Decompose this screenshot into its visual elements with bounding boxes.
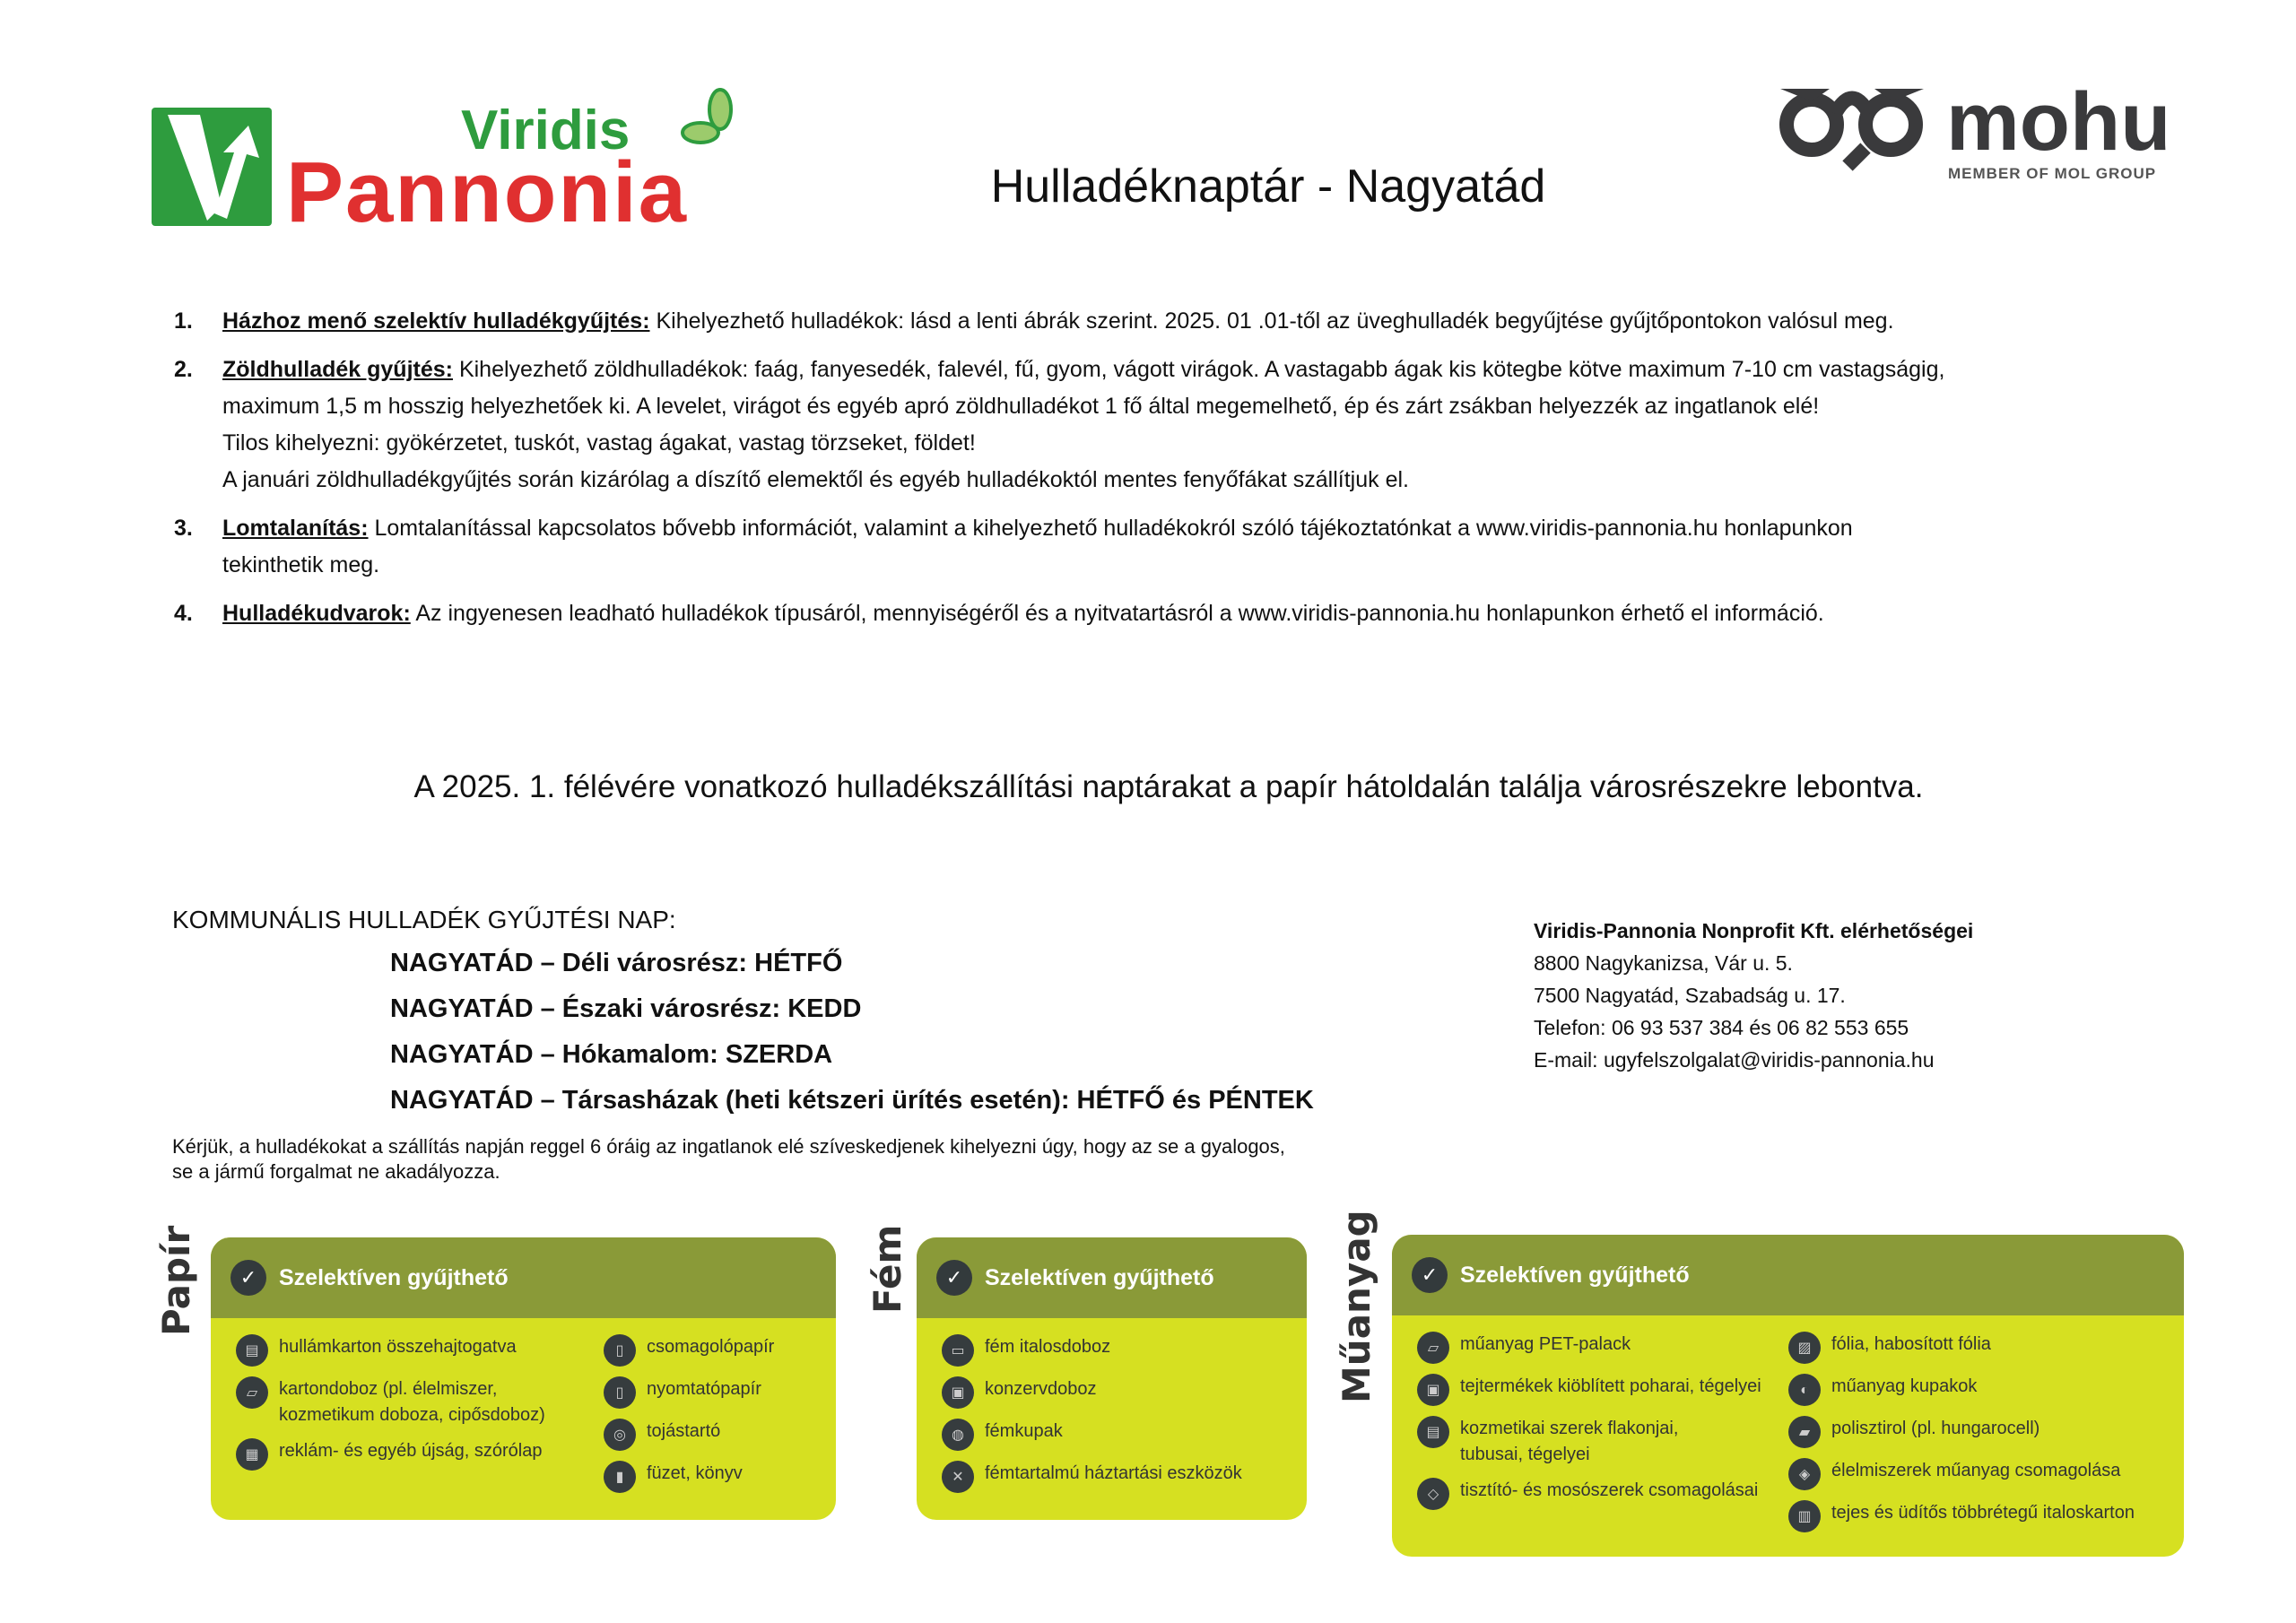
item-label: műanyag PET-palack xyxy=(1460,1334,1631,1354)
collection-day: NAGYATÁD – Északi városrész: KEDD xyxy=(390,994,862,1023)
collection-day: NAGYATÁD – Hókamalom: SZERDA xyxy=(390,1040,833,1069)
box-header: Szelektíven gyűjthető xyxy=(1460,1262,1690,1288)
list-text: Tilos kihelyezni: gyökérzetet, tuskót, vastag ágakat, vastag törzseket, földet! xyxy=(222,430,976,456)
muanyag-box xyxy=(1392,1235,2184,1557)
list-heading: Hulladékudvarok: xyxy=(222,601,411,626)
bottle-icon: ▱ xyxy=(1417,1332,1449,1364)
viridis-pannonia-logo xyxy=(152,88,735,240)
list-text: maximum 1,5 m hosszig helyezhetőek ki. A levelet, virágot és egyéb apró zöldhulladékot 1 fő által megemelhető, ép és zárt zsákban helyezzék az ingatlanok elé! xyxy=(222,394,1820,419)
list-text: tekinthetik meg. xyxy=(222,552,380,577)
list-text: A januári zöldhulladékgyűjtés során kizárólag a díszítő elemektől és egyéb hulladékoktól mentes fenyőfákat szállítjuk el. xyxy=(222,467,1409,492)
fem-box xyxy=(917,1237,1307,1520)
contact-line: 7500 Nagyatád, Szabadság u. 17. xyxy=(1534,984,1846,1007)
box-header: Szelektíven gyűjthető xyxy=(985,1264,1214,1290)
list-item xyxy=(174,303,2237,340)
list-item xyxy=(174,352,2237,499)
tin-icon: ▣ xyxy=(942,1376,974,1409)
papir-label: Papír xyxy=(154,1225,198,1336)
logo-pannonia-text: Pannonia xyxy=(286,144,689,240)
detergent-icon: ◇ xyxy=(1417,1478,1449,1510)
item-label: csomagolópapír xyxy=(647,1337,775,1357)
newspaper-icon: ▦ xyxy=(236,1438,268,1471)
polystyrene-icon: ▰ xyxy=(1788,1416,1821,1448)
can-icon: ▭ xyxy=(942,1334,974,1367)
collection-day-title: KOMMUNÁLIS HULLADÉK GYŰJTÉSI NAP: xyxy=(172,906,676,933)
cardboard-icon: ▤ xyxy=(236,1334,268,1367)
item-label: hullámkarton összehajtogatva xyxy=(279,1337,517,1357)
box-icon: ▱ xyxy=(236,1376,268,1409)
v-arrow-icon xyxy=(152,108,272,226)
egg-carton-icon: ◎ xyxy=(604,1419,636,1451)
plastic-cap-icon: ◐ xyxy=(1788,1374,1821,1406)
calendar-notice: A 2025. 1. félévére vonatkozó hulladékszállítási naptárakat a papír hátoldalán találja városrészekre lebontva. xyxy=(413,769,1924,804)
mohu-wordmark: mohu xyxy=(1946,76,2171,168)
carton-icon: ▥ xyxy=(1788,1500,1821,1532)
item-label: fémkupak xyxy=(985,1421,1063,1441)
item-label: reklám- és egyéb újság, szórólap xyxy=(279,1441,543,1461)
list-text: Lomtalanítással kapcsolatos bővebb információt, valamint a kihelyezhető hulladékokról szóló tájékoztatónkat a www.viridis-pannonia.hu honlapunkon xyxy=(374,516,1853,541)
list-number: 2. xyxy=(174,357,193,382)
mohu-owl-icon xyxy=(1776,87,1928,172)
item-label: fémtartalmú háztartási eszközök xyxy=(985,1463,1242,1483)
butterfly-icon xyxy=(681,88,740,155)
fem-label: Fém xyxy=(865,1224,909,1314)
item-label: kartondoboz (pl. élelmiszer, kozmetikum doboza, cipősdoboz) xyxy=(279,1379,545,1425)
book-icon: ▮ xyxy=(604,1461,636,1493)
item-label: élelmiszerek műanyag csomagolása xyxy=(1831,1461,2121,1480)
list-heading: Házhoz menő szelektív hulladékgyűjtés: xyxy=(222,308,650,334)
cup-icon: ▣ xyxy=(1417,1374,1449,1406)
check-icon: ✓ xyxy=(936,1260,972,1296)
item-label: polisztirol (pl. hungarocell) xyxy=(1831,1419,2040,1438)
item-label: tojástartó xyxy=(647,1421,721,1441)
wrapping-paper-icon: ▯ xyxy=(604,1334,636,1367)
papir-box xyxy=(211,1237,836,1520)
item-label: műanyag kupakok xyxy=(1831,1376,1978,1396)
list-text: Az ingyenesen leadható hulladékok típusáról, mennyiségéről és a nyitvatartásról a www.viridis-pannonia.hu honlapunkon érhető el információ. xyxy=(415,601,1824,626)
item-label: tejes és üdítős többrétegű italoskarton xyxy=(1831,1503,2135,1523)
logo-viridis-text: Viridis xyxy=(461,100,631,161)
list-text: Kihelyezhető zöldhulladékok: faág, fanyesedék, falevél, fű, gyom, vágott virágok. A vastagabb ágak kis kötegbe kötve maximum 7-10 cm vastagságig, xyxy=(458,357,1945,382)
collection-day: NAGYATÁD – Társasházak (heti kétszeri ürítés esetén): HÉTFŐ és PÉNTEK xyxy=(390,1086,1314,1115)
contact-block xyxy=(1534,915,1973,1076)
collection-note: Kérjük, a hulladékokat a szállítás napján reggel 6 óráig az ingatlanok elé szíveskedjenek kihelyezni úgy, hogy az se a gyalogos, xyxy=(172,1135,1285,1158)
foil-icon: ▨ xyxy=(1788,1332,1821,1364)
list-number: 3. xyxy=(174,516,193,541)
cap-icon: ◍ xyxy=(942,1419,974,1451)
list-heading: Lomtalanítás: xyxy=(222,516,369,541)
list-item xyxy=(174,595,2237,632)
item-label: tejtermékek kiöblített poharai, tégelyei xyxy=(1460,1376,1761,1396)
list-number: 1. xyxy=(174,308,193,334)
cosmetics-icon: ▤ xyxy=(1417,1416,1449,1448)
contact-line: Telefon: 06 93 537 384 és 06 82 553 655 xyxy=(1534,1016,1909,1039)
contact-line: 8800 Nagykanizsa, Vár u. 5. xyxy=(1534,951,1793,975)
item-label: konzervdoboz xyxy=(985,1379,1097,1399)
item-label: kozmetikai szerek flakonjai, tubusai, tégelyei xyxy=(1460,1419,1679,1464)
list-item xyxy=(174,510,2237,584)
item-label: nyomtatópapír xyxy=(647,1379,761,1399)
item-label: tisztító- és mosószerek csomagolásai xyxy=(1460,1480,1759,1500)
paper-icon: ▯ xyxy=(604,1376,636,1409)
food-packaging-icon: ◈ xyxy=(1788,1458,1821,1490)
mohu-logo xyxy=(1776,76,2171,186)
item-label: fólia, habosított fólia xyxy=(1831,1334,1991,1354)
list-number: 4. xyxy=(174,601,193,626)
item-label: füzet, könyv xyxy=(647,1463,743,1483)
item-label: fém italosdoboz xyxy=(985,1337,1111,1357)
contact-line: E-mail: ugyfelszolgalat@viridis-pannonia.hu xyxy=(1534,1048,1935,1072)
tools-icon: ✕ xyxy=(942,1461,974,1493)
collection-day: NAGYATÁD – Déli városrész: HÉTFŐ xyxy=(390,949,843,977)
mohu-tagline: MEMBER OF MOL GROUP xyxy=(1948,165,2157,182)
list-text: Kihelyezhető hulladékok: lásd a lenti ábrák szerint. 2025. 01 .01-től az üveghulladék begyűjtése gyűjtőpontokon valósul meg. xyxy=(656,308,1894,334)
contact-title: Viridis-Pannonia Nonprofit Kft. elérhetőségei xyxy=(1534,919,1974,942)
box-header: Szelektíven gyűjthető xyxy=(279,1264,509,1290)
page-title: Hulladéknaptár - Nagyatád xyxy=(990,161,1546,213)
check-icon: ✓ xyxy=(230,1260,266,1296)
collection-note: se a jármű forgalmat ne akadályozza. xyxy=(172,1160,500,1183)
info-list xyxy=(174,303,2237,644)
muanyag-label: Műanyag xyxy=(1335,1210,1378,1403)
list-heading: Zöldhulladék gyűjtés: xyxy=(222,357,453,382)
check-icon: ✓ xyxy=(1412,1257,1448,1293)
